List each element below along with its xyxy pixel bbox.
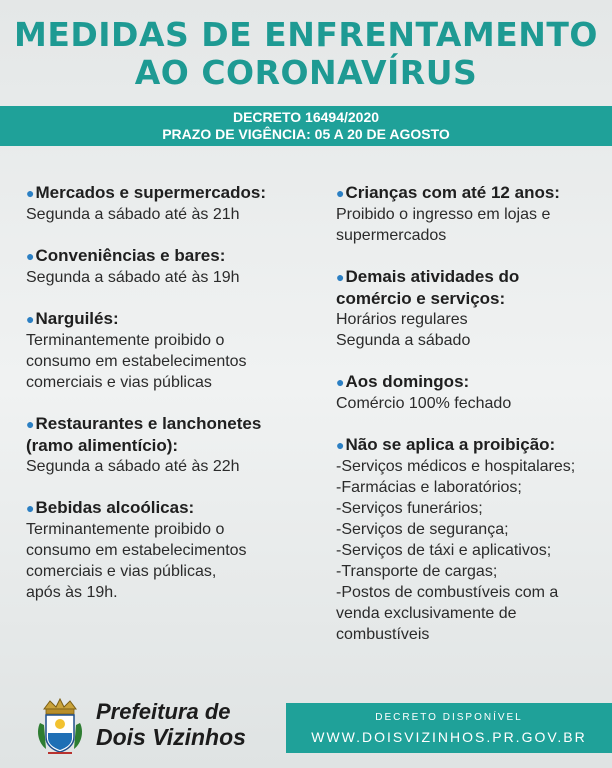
rule-item (26, 497, 326, 603)
bullet-dot-icon: ● (26, 185, 35, 201)
exception-item: -Farmácias e laboratórios; (336, 479, 522, 496)
exception-item: -Serviços médicos e hospitalares; (336, 458, 576, 475)
exception-item: -Transporte de cargas; (336, 563, 498, 580)
rule-title: Aos domingos: (345, 372, 470, 391)
rule-text: Terminantemente proibido o consumo em estabelecimentos comerciais e vias públicas, após às 19h. (26, 521, 247, 601)
decree-banner (0, 106, 612, 146)
rule-text: Proibido o ingresso em lojas e supermercados (336, 206, 551, 244)
brand-line-2: Dois Vizinhos (96, 724, 246, 750)
rule-item (26, 182, 326, 225)
bullet-dot-icon: ● (336, 185, 345, 201)
rule-item (26, 308, 326, 393)
exception-item: -Serviços funerários; (336, 500, 483, 517)
page-title (0, 16, 612, 92)
bullet-dot-icon: ● (336, 269, 345, 285)
rule-item (26, 245, 326, 288)
website-link[interactable]: WWW.DOISVIZINHOS.PR.GOV.BR (311, 729, 587, 745)
exception-item: -Serviços de táxi e aplicativos; (336, 542, 552, 559)
bullet-dot-icon: ● (26, 311, 35, 327)
decree-availability-box (286, 703, 612, 753)
exception-item: -Postos de combustíveis com a venda exclusivamente de combustíveis (336, 584, 559, 643)
exceptions-title: Não se aplica a proibição: (345, 435, 556, 454)
rule-title: Crianças com até 12 anos: (345, 183, 560, 202)
rule-title: Conveniências e bares: (35, 246, 226, 265)
rule-text: Segunda a sábado até às 21h (26, 206, 240, 223)
left-column (26, 182, 326, 623)
title-line-2: AO CORONAVÍRUS (134, 53, 478, 92)
rule-item (336, 266, 606, 351)
validity-period: PRAZO DE VIGÊNCIA: 05 A 20 DE AGOSTO (162, 126, 450, 142)
rule-text: Comércio 100% fechado (336, 395, 512, 412)
rule-text: Segunda a sábado até às 19h (26, 269, 240, 286)
bullet-dot-icon: ● (336, 374, 345, 390)
bullet-dot-icon: ● (26, 248, 35, 264)
rule-title: Bebidas alcoólicas: (35, 498, 195, 517)
rule-text: Segunda a sábado até às 22h (26, 458, 240, 475)
rule-item (26, 413, 326, 477)
right-column (336, 182, 606, 665)
exceptions-section (336, 434, 606, 645)
rule-item (336, 371, 606, 414)
rule-title: Demais atividades do comércio e serviços: (336, 267, 520, 308)
brand-line-1: Prefeitura de (96, 699, 231, 724)
rule-title: Mercados e supermercados: (35, 183, 267, 202)
decree-number: DECRETO 16494/2020 (232, 109, 380, 125)
title-line-1: MEDIDAS DE ENFRENTAMENTO (14, 15, 598, 54)
municipality-brand (96, 700, 246, 750)
municipal-coat-of-arms-logo (34, 695, 86, 755)
bullet-dot-icon: ● (336, 437, 345, 453)
rule-text: Terminantemente proibido o consumo em estabelecimentos comerciais e vias públicas (26, 332, 247, 391)
rule-text: Horários regulares Segunda a sábado (336, 311, 471, 349)
bullet-dot-icon: ● (26, 416, 35, 432)
bullet-dot-icon: ● (26, 500, 35, 516)
rule-title: Restaurantes e lanchonetes (ramo alimentício): (26, 414, 262, 455)
rule-title: Narguilés: (35, 309, 119, 328)
rule-item (336, 182, 606, 246)
exception-item: -Serviços de segurança; (336, 521, 509, 538)
decree-label: DECRETO DISPONÍVEL (375, 712, 523, 723)
